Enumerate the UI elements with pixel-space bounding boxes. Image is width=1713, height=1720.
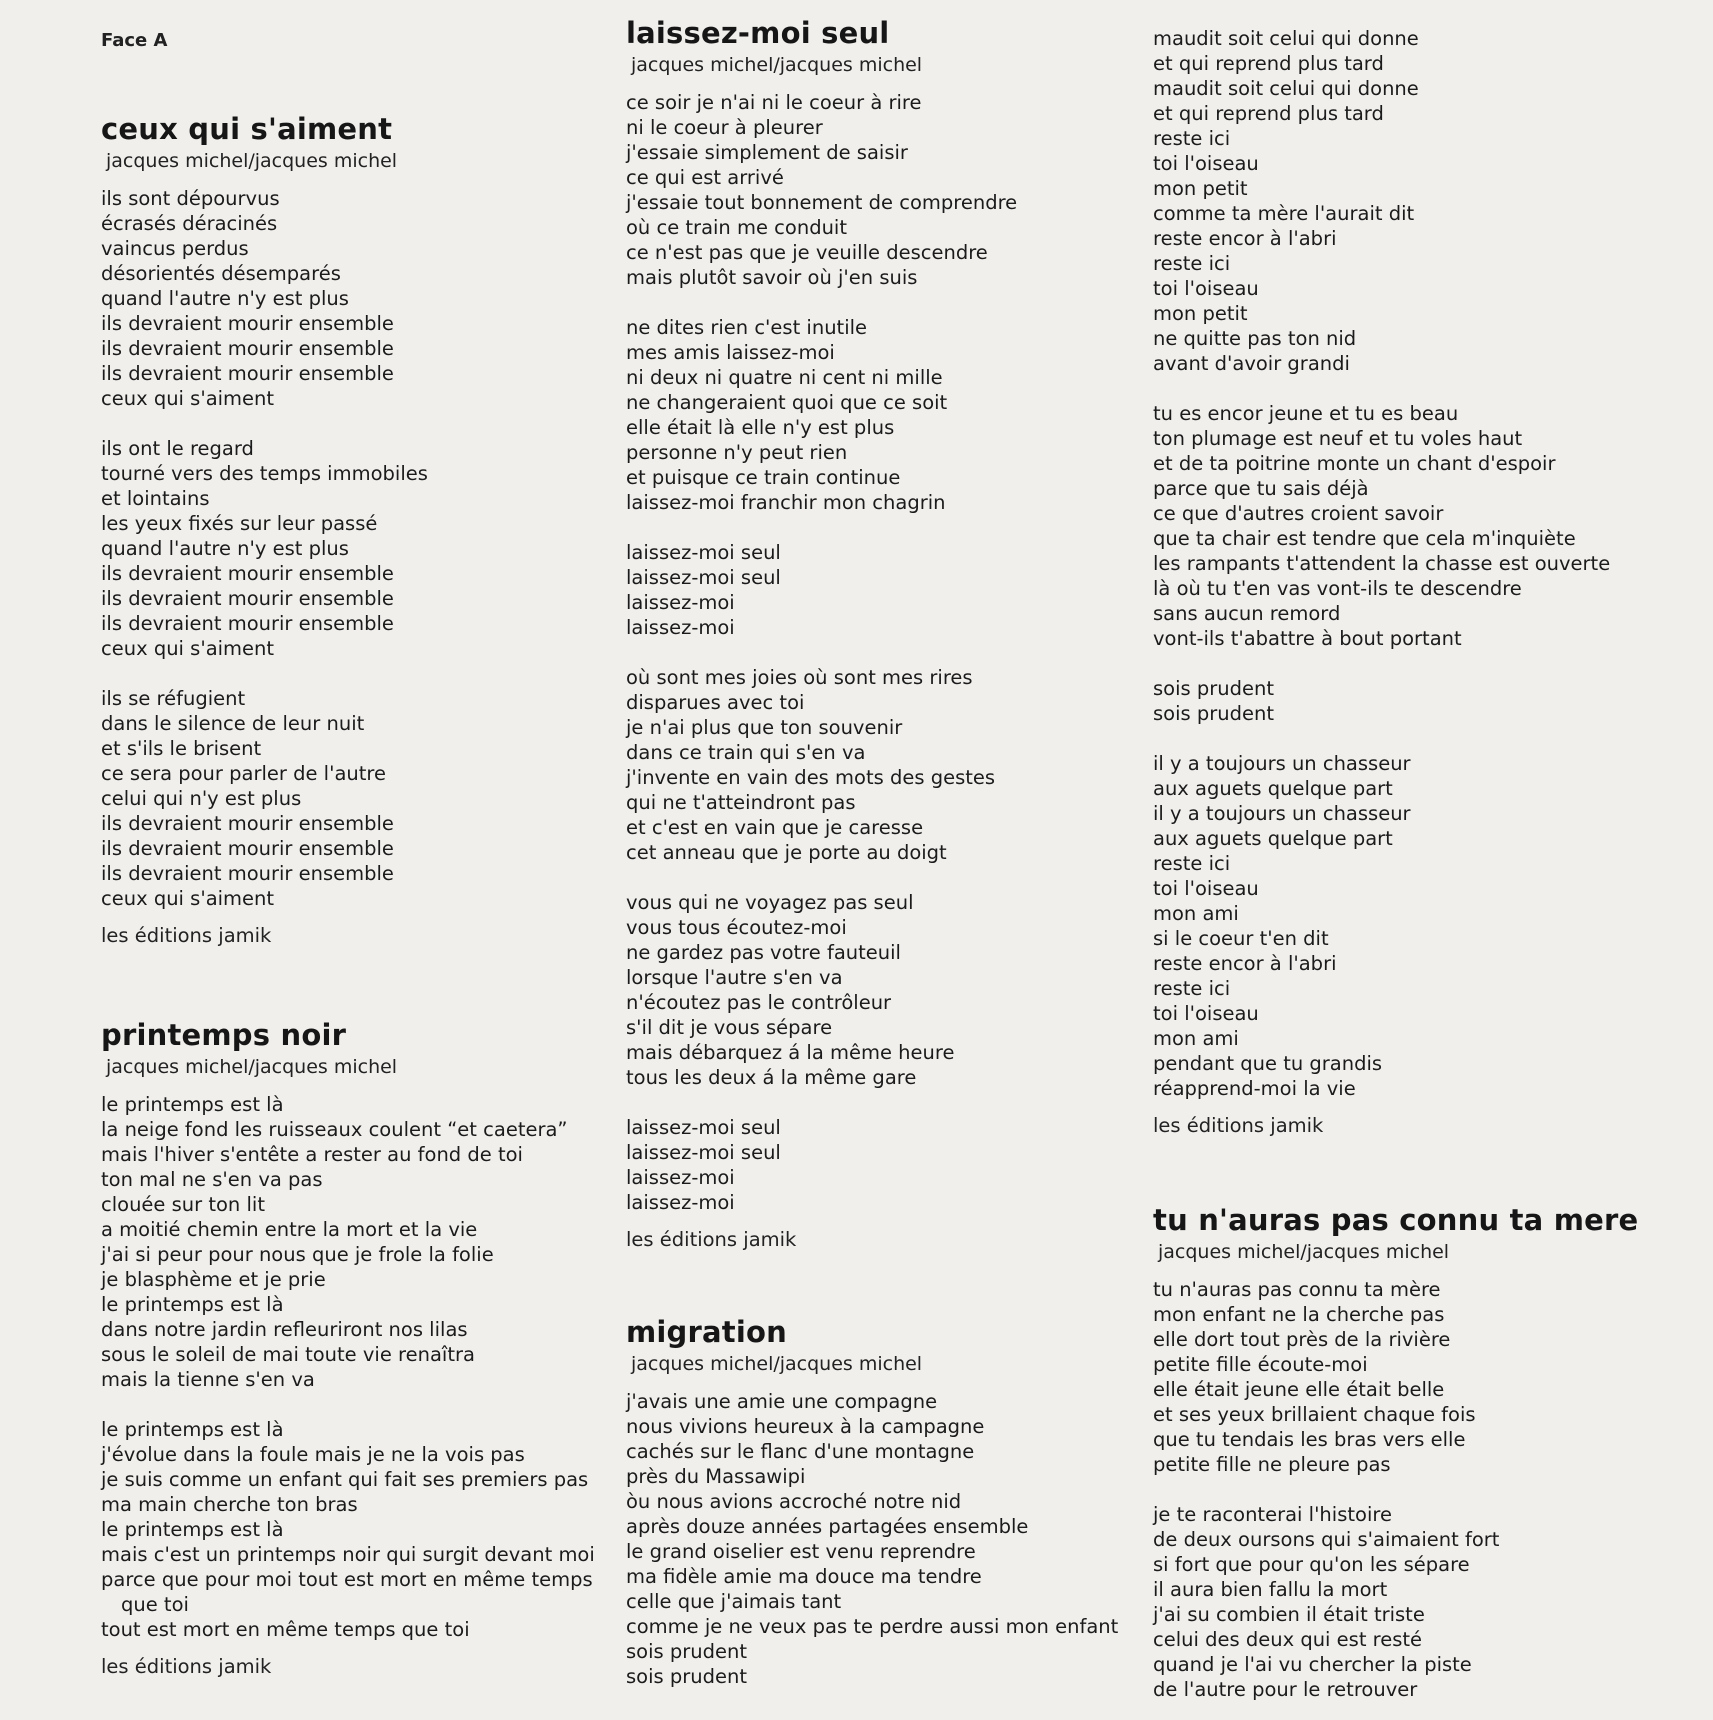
lyric-line: et qui reprend plus tard — [1153, 102, 1384, 125]
lyric-line: le printemps est là — [101, 1518, 284, 1541]
lyric-line: maudit soit celui qui donne — [1153, 77, 1419, 100]
lyric-line: ma fidèle amie ma douce ma tendre — [626, 1565, 982, 1588]
stanza-break — [626, 865, 1017, 890]
lyric-line: mon enfant ne la cherche pas — [1153, 1303, 1445, 1326]
lyric-line: celui qui n'y est plus — [101, 787, 302, 810]
publisher-note: les éditions jamik — [101, 924, 272, 947]
lyric-line: ne gardez pas votre fauteuil — [626, 941, 901, 964]
song-title: laissez-moi seul — [626, 16, 890, 50]
song-credit: jacques michel/jacques michel — [631, 1353, 923, 1375]
lyric-line: quand l'autre n'y est plus — [101, 287, 349, 310]
lyric-line: laissez-moi seul — [626, 1141, 781, 1164]
song-laissez-moi-seul — [626, 16, 1017, 1252]
lyrics — [1153, 26, 1610, 1101]
lyric-line: les rampants t'attendent la chasse est ouverte — [1153, 552, 1611, 575]
lyric-line: mon ami — [1153, 1027, 1239, 1050]
lyric-line: reste ici — [1153, 252, 1231, 275]
lyric-line: tout est mort en même temps que toi — [101, 1618, 470, 1641]
lyric-line: maudit soit celui qui donne — [1153, 27, 1419, 50]
lyric-line: dans notre jardin refleuriront nos lilas — [101, 1318, 468, 1341]
publisher-note: les éditions jamik — [101, 1655, 272, 1678]
lyric-line: après douze années partagées ensemble — [626, 1515, 1029, 1538]
lyric-line: dans le silence de leur nuit — [101, 712, 365, 735]
lyric-line: j'ai si peur pour nous que je frole la folie — [101, 1243, 494, 1266]
lyric-line: j'invente en vain des mots des gestes — [626, 766, 996, 789]
lyrics — [1153, 1277, 1638, 1702]
lyric-line: tourné vers des temps immobiles — [101, 462, 428, 485]
lyric-line: lorsque l'autre s'en va — [626, 966, 843, 989]
publisher-note: les éditions jamik — [1153, 1114, 1324, 1137]
lyric-line: ni le coeur à pleurer — [626, 116, 823, 139]
song-title: printemps noir — [101, 1018, 347, 1052]
lyrics — [626, 90, 1017, 1215]
stanza-break — [626, 1090, 1017, 1115]
lyric-line: elle dort tout près de la rivière — [1153, 1328, 1451, 1351]
lyric-line: reste encor à l'abri — [1153, 952, 1337, 975]
lyric-line: ce que d'autres croient savoir — [1153, 502, 1444, 525]
song-credit: jacques michel/jacques michel — [631, 54, 923, 76]
publisher-note: les éditions jamik — [626, 1228, 797, 1251]
lyric-line: laissez-moi — [626, 1191, 735, 1214]
lyric-line: ce soir je n'ai ni le coeur à rire — [626, 91, 922, 114]
lyric-line: j'avais une amie une compagne — [626, 1390, 938, 1413]
lyric-line: avant d'avoir grandi — [1153, 352, 1350, 375]
lyric-line: si fort que pour qu'on les sépare — [1153, 1553, 1470, 1576]
song-credit: jacques michel/jacques michel — [106, 150, 398, 172]
lyric-line: le printemps est là — [101, 1093, 284, 1116]
lyric-line: toi l'oiseau — [1153, 277, 1259, 300]
lyric-line: pendant que tu grandis — [1153, 1052, 1383, 1075]
lyric-line: ceux qui s'aiment — [101, 387, 275, 410]
lyric-line: elle était jeune elle était belle — [1153, 1378, 1445, 1401]
lyric-line: le printemps est là — [101, 1293, 284, 1316]
lyric-line: mes amis laissez-moi — [626, 341, 835, 364]
lyric-line: et ses yeux brillaient chaque fois — [1153, 1403, 1476, 1426]
song-migration-continued — [1153, 26, 1610, 1138]
lyric-line: réapprend-moi la vie — [1153, 1077, 1356, 1100]
lyric-line: ils devraient mourir ensemble — [101, 812, 394, 835]
lyric-line: disparues avec toi — [626, 691, 805, 714]
lyric-line: ce sera pour parler de l'autre — [101, 762, 386, 785]
lyric-line: où ce train me conduit — [626, 216, 847, 239]
lyric-line: parce que pour moi tout est mort en même temps — [101, 1568, 593, 1591]
lyric-line: parce que tu sais déjà — [1153, 477, 1369, 500]
lyric-line: a moitié chemin entre la mort et la vie — [101, 1218, 478, 1241]
lyric-line: vous tous écoutez-moi — [626, 916, 847, 939]
lyric-line: tu n'auras pas connu ta mère — [1153, 1278, 1441, 1301]
lyric-line: ton mal ne s'en va pas — [101, 1168, 323, 1191]
lyric-line: s'il dit je vous sépare — [626, 1016, 833, 1039]
lyric-line: quand je l'ai vu chercher la piste — [1153, 1653, 1472, 1676]
lyric-line: tous les deux á la même gare — [626, 1066, 917, 1089]
lyric-line: reste encor à l'abri — [1153, 227, 1337, 250]
lyric-line: comme ta mère l'aurait dit — [1153, 202, 1415, 225]
stanza-break — [101, 411, 428, 436]
stanza-break — [1153, 651, 1610, 676]
lyric-line: la neige fond les ruisseaux coulent “et caetera” — [101, 1118, 568, 1141]
lyrics — [626, 1389, 1118, 1689]
lyric-line: sous le soleil de mai toute vie renaîtra — [101, 1343, 475, 1366]
song-ceux-qui-s-aiment — [101, 112, 428, 948]
lyric-line: laissez-moi franchir mon chagrin — [626, 491, 946, 514]
lyric-line: laissez-moi — [626, 1166, 735, 1189]
lyric-line: sois prudent — [1153, 702, 1274, 725]
lyric-line: j'ai su combien il était triste — [1153, 1603, 1425, 1626]
song-title: ceux qui s'aiment — [101, 112, 393, 146]
lyric-line: ce qui est arrivé — [626, 166, 784, 189]
lyric-line: ils se réfugient — [101, 687, 246, 710]
lyric-line: sois prudent — [626, 1665, 747, 1688]
lyric-line: toi l'oiseau — [1153, 1002, 1259, 1025]
stanza-break — [1153, 1477, 1638, 1502]
lyric-line: ils devraient mourir ensemble — [101, 587, 394, 610]
lyric-line: ils sont dépourvus — [101, 187, 280, 210]
song-credit: jacques michel/jacques michel — [1158, 1241, 1450, 1263]
lyric-line: mon petit — [1153, 177, 1248, 200]
lyric-line: écrasés déracinés — [101, 212, 278, 235]
lyric-line: si le coeur t'en dit — [1153, 927, 1329, 950]
lyric-line: laissez-moi — [626, 616, 735, 639]
lyric-line: il y a toujours un chasseur — [1153, 752, 1411, 775]
lyric-line: petite fille ne pleure pas — [1153, 1453, 1391, 1476]
lyric-line: reste ici — [1153, 127, 1231, 150]
song-printemps-noir — [101, 1018, 595, 1679]
lyric-line: ceux qui s'aiment — [101, 637, 275, 660]
lyric-line: je blasphème et je prie — [101, 1268, 326, 1291]
lyric-line: désorientés désemparés — [101, 262, 341, 285]
lyric-line: ils ont le regard — [101, 437, 254, 460]
lyric-line: reste ici — [1153, 852, 1231, 875]
song-credit: jacques michel/jacques michel — [106, 1056, 398, 1078]
lyric-line: et qui reprend plus tard — [1153, 52, 1384, 75]
lyric-line: qui ne t'atteindront pas — [626, 791, 856, 814]
lyric-line: j'évolue dans la foule mais je ne la vois pas — [101, 1443, 525, 1466]
lyric-line: le grand oiselier est venu reprendre — [626, 1540, 976, 1563]
lyric-line: n'écoutez pas le contrôleur — [626, 991, 892, 1014]
lyric-line: ils devraient mourir ensemble — [101, 562, 394, 585]
lyric-line: dans ce train qui s'en va — [626, 741, 866, 764]
song-tu-n-auras-pas-connu-ta-mere — [1153, 1203, 1638, 1702]
lyric-line: ton plumage est neuf et tu voles haut — [1153, 427, 1523, 450]
stanza-break — [626, 640, 1017, 665]
lyric-line: celle que j'aimais tant — [626, 1590, 842, 1613]
lyric-line: mais débarquez á la même heure — [626, 1041, 955, 1064]
lyric-line: de l'autre pour le retrouver — [1153, 1678, 1418, 1701]
lyric-line: vaincus perdus — [101, 237, 249, 260]
lyric-line: que toi — [121, 1593, 189, 1616]
lyric-line: ma main cherche ton bras — [101, 1493, 358, 1516]
lyric-line: sois prudent — [626, 1640, 747, 1663]
lyric-line: ils devraient mourir ensemble — [101, 837, 394, 860]
lyric-line: vous qui ne voyagez pas seul — [626, 891, 914, 914]
lyric-line: òu nous avions accroché notre nid — [626, 1490, 962, 1513]
lyric-line: ils devraient mourir ensemble — [101, 337, 394, 360]
lyric-line: personne n'y peut rien — [626, 441, 848, 464]
lyric-line: mais c'est un printemps noir qui surgit devant moi — [101, 1543, 595, 1566]
lyric-line: ne changeraient quoi que ce soit — [626, 391, 948, 414]
lyric-line: là où tu t'en vas vont-ils te descendre — [1153, 577, 1522, 600]
stanza-break — [101, 1392, 595, 1417]
lyric-line: ni deux ni quatre ni cent ni mille — [626, 366, 943, 389]
lyric-line: clouée sur ton lit — [101, 1193, 265, 1216]
lyric-line: de deux oursons qui s'aimaient fort — [1153, 1528, 1500, 1551]
lyric-line: toi l'oiseau — [1153, 877, 1259, 900]
lyrics — [101, 1092, 595, 1642]
lyric-line: ils devraient mourir ensemble — [101, 312, 394, 335]
lyric-line: j'essaie tout bonnement de comprendre — [626, 191, 1018, 214]
lyric-line: il y a toujours un chasseur — [1153, 802, 1411, 825]
lyric-line: ne dites rien c'est inutile — [626, 316, 868, 339]
lyric-line: ne quitte pas ton nid — [1153, 327, 1357, 350]
lyric-line: sans aucun remord — [1153, 602, 1341, 625]
song-migration — [626, 1315, 1118, 1689]
lyric-line: mon ami — [1153, 902, 1239, 925]
lyric-line: laissez-moi seul — [626, 1116, 781, 1139]
lyric-line: il aura bien fallu la mort — [1153, 1578, 1388, 1601]
lyric-line: laissez-moi seul — [626, 541, 781, 564]
lyric-line: ils devraient mourir ensemble — [101, 362, 394, 385]
lyric-line: et s'ils le brisent — [101, 737, 262, 760]
lyric-line: ils devraient mourir ensemble — [101, 862, 394, 885]
lyric-line: mon petit — [1153, 302, 1248, 325]
lyric-line: et c'est en vain que je caresse — [626, 816, 924, 839]
lyric-line: ce n'est pas que je veuille descendre — [626, 241, 988, 264]
lyric-line: le printemps est là — [101, 1418, 284, 1441]
lyric-line: et de ta poitrine monte un chant d'espoir — [1153, 452, 1556, 475]
lyric-line: cachés sur le flanc d'une montagne — [626, 1440, 975, 1463]
lyric-line: aux aguets quelque part — [1153, 777, 1393, 800]
lyric-line: mais la tienne s'en va — [101, 1368, 315, 1391]
stanza-break — [1153, 726, 1610, 751]
lyric-line: nous vivions heureux à la campagne — [626, 1415, 985, 1438]
lyric-line: que tu tendais les bras vers elle — [1153, 1428, 1466, 1451]
lyric-line: j'essaie simplement de saisir — [626, 141, 908, 164]
lyric-line: laissez-moi — [626, 591, 735, 614]
lyric-line: vont-ils t'abattre à bout portant — [1153, 627, 1462, 650]
lyric-line: où sont mes joies où sont mes rires — [626, 666, 973, 689]
lyrics — [101, 186, 428, 911]
lyric-line: elle était là elle n'y est plus — [626, 416, 895, 439]
lyric-line: mais l'hiver s'entête a rester au fond de toi — [101, 1143, 523, 1166]
lyric-line: tu es encor jeune et tu es beau — [1153, 402, 1459, 425]
lyric-line: je te raconterai l'histoire — [1153, 1503, 1392, 1526]
lyric-line: et puisque ce train continue — [626, 466, 901, 489]
lyric-line: mais plutôt savoir où j'en suis — [626, 266, 918, 289]
lyric-line: je n'ai plus que ton souvenir — [626, 716, 903, 739]
stanza-break — [626, 290, 1017, 315]
song-title: migration — [626, 1315, 787, 1349]
lyric-line: celui des deux qui est resté — [1153, 1628, 1423, 1651]
lyric-line: reste ici — [1153, 977, 1231, 1000]
lyric-line: et lointains — [101, 487, 210, 510]
lyric-line: ceux qui s'aiment — [101, 887, 275, 910]
lyric-line: laissez-moi seul — [626, 566, 781, 589]
lyric-line: aux aguets quelque part — [1153, 827, 1393, 850]
stanza-break — [1153, 376, 1610, 401]
stanza-break — [626, 515, 1017, 540]
lyric-line: comme je ne veux pas te perdre aussi mon enfant — [626, 1615, 1119, 1638]
stanza-break — [101, 661, 428, 686]
face-label: Face A — [101, 30, 168, 51]
lyric-line: que ta chair est tendre que cela m'inquiète — [1153, 527, 1576, 550]
lyric-line: je suis comme un enfant qui fait ses premiers pas — [101, 1468, 589, 1491]
lyric-line: quand l'autre n'y est plus — [101, 537, 349, 560]
lyric-line: sois prudent — [1153, 677, 1274, 700]
lyric-line: petite fille écoute-moi — [1153, 1353, 1368, 1376]
lyric-line: cet anneau que je porte au doigt — [626, 841, 947, 864]
lyric-line: près du Massawipi — [626, 1465, 806, 1488]
song-title: tu n'auras pas connu ta mere — [1153, 1203, 1639, 1237]
lyric-line: ils devraient mourir ensemble — [101, 612, 394, 635]
lyric-line: les yeux fixés sur leur passé — [101, 512, 378, 535]
lyric-line: toi l'oiseau — [1153, 152, 1259, 175]
